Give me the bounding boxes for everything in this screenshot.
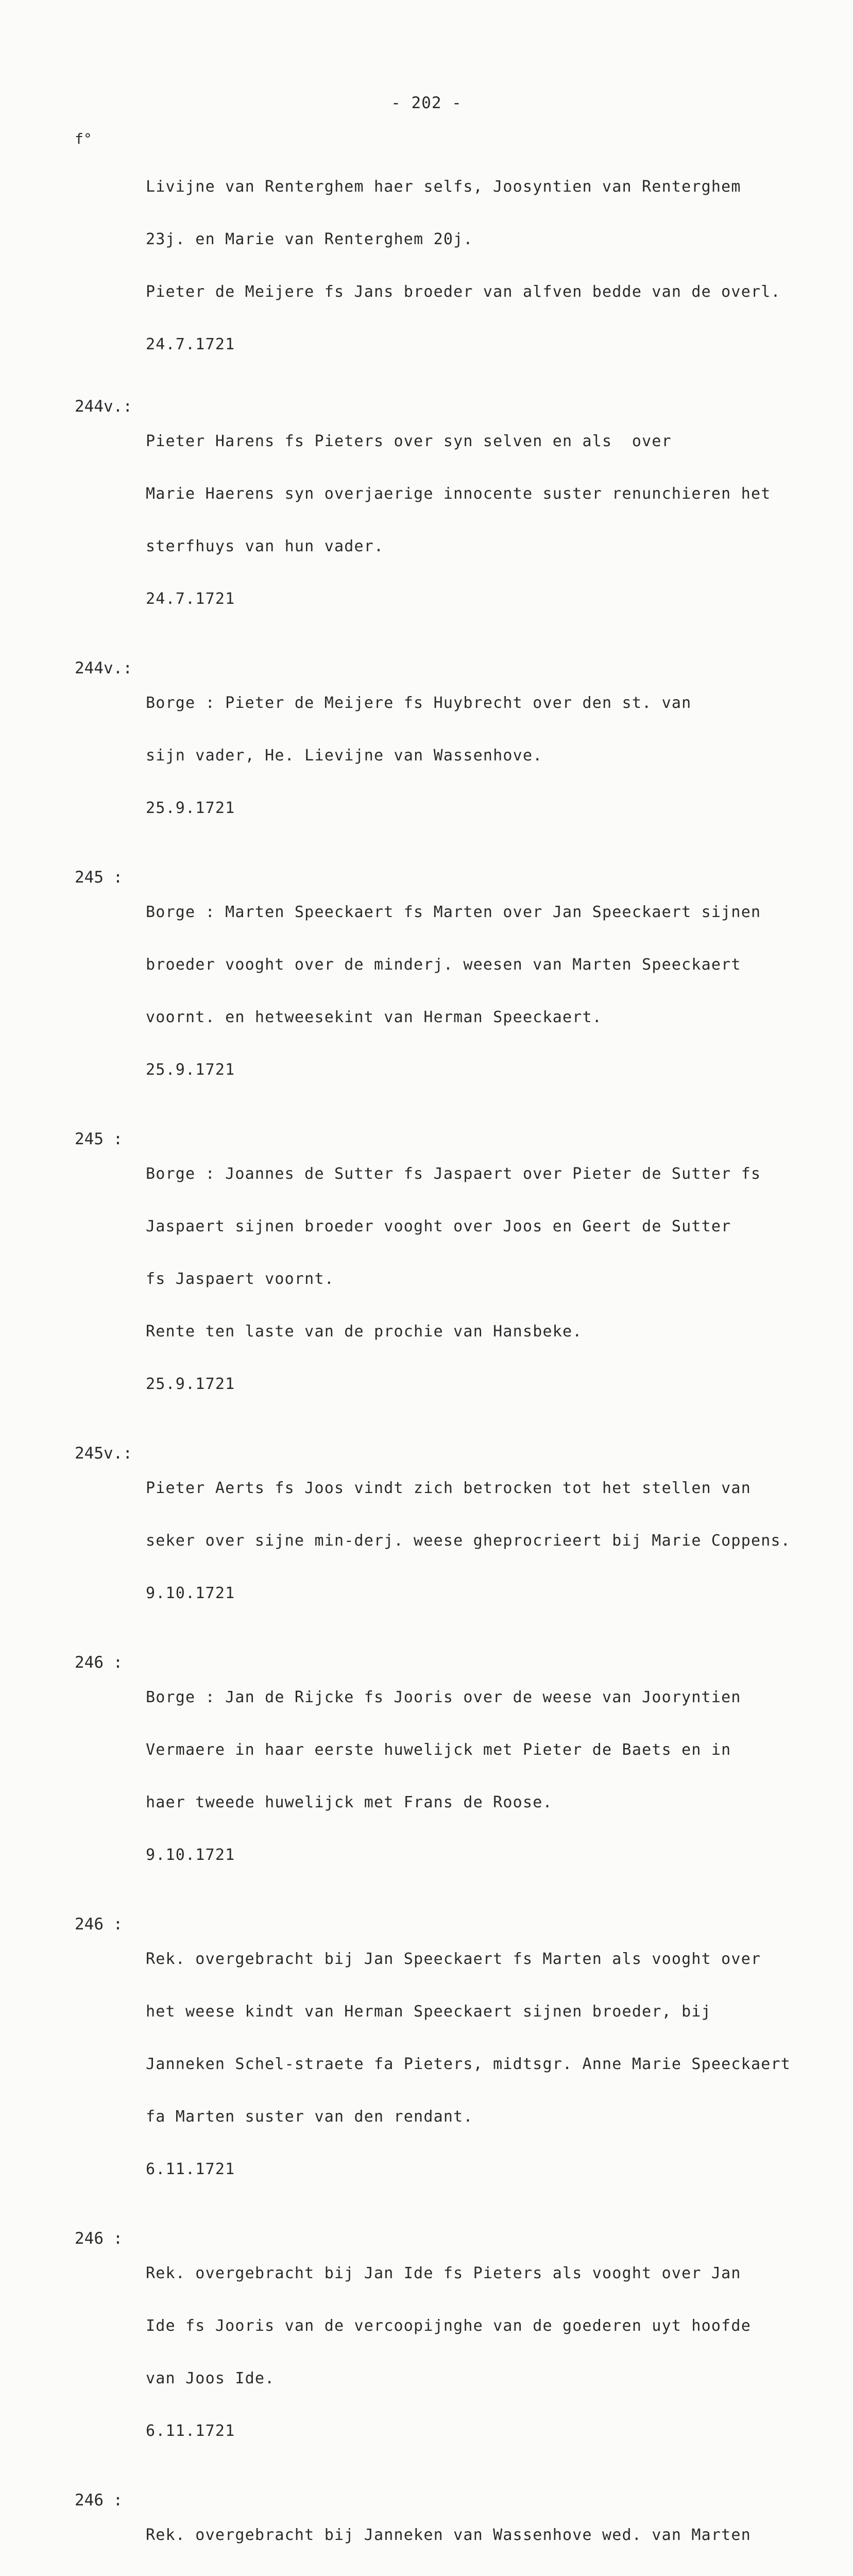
entry-line: broeder vooght over de minderj. weesen van Marten Speeckaert [146,956,741,974]
entry [75,1445,837,1637]
entry-line: 25.9.1721 [146,1061,235,1079]
entry-list [75,143,837,2576]
entry-line: Ide fs Jooris van de vercoopijnghe van de goederen uyt hoofde [146,2317,751,2335]
entry-line: 23j. en Marie van Renterghem 20j. [146,230,473,248]
entry-text [146,1916,837,2213]
entry-line: fa Marten suster van den rendant. [146,2108,473,2126]
entry-line: haer tweede huwelijck met Frans de Roose. [146,1793,553,1811]
entry [75,398,837,643]
entry-line: voornt. en hetweesekint van Herman Speeckaert. [146,1008,603,1026]
entry-line: 6.11.1721 [146,2160,235,2178]
entry-folio: 246 : [75,1915,123,1934]
entry-line: Borge : Joannes de Sutter fs Jaspaert over Pieter de Sutter fs [146,1165,761,1183]
entry-line: Borge : Marten Speeckaert fs Marten over Jan Speeckaert sijnen [146,903,761,921]
entry-line: van Joos Ide. [146,2369,275,2387]
folio-header: f° [75,130,92,147]
entry [75,2230,837,2475]
entry-line: 24.7.1721 [146,590,235,608]
page-number: - 202 - [391,94,462,112]
entry [75,659,837,852]
entry-line: Vermaere in haar eerste huwelijck met Pieter de Baets en in [146,1741,731,1759]
entry [75,869,837,1114]
entry-line: Pieter Aerts fs Joos vindt zich betrocken tot het stellen van [146,1479,751,1497]
entry-line: Jaspaert sijnen broeder vooght over Joos en Geert de Sutter [146,1217,731,1235]
entry-folio: 245 : [75,1130,123,1148]
entry-folio: 245v.: [75,1444,132,1463]
entry-folio: 245 : [75,868,123,887]
entry-line: fs Jaspaert voornt. [146,1270,334,1288]
entry-line: 9.10.1721 [146,1846,235,1864]
entry-text [146,2492,837,2576]
entry-line: Livijne van Renterghem haer selfs, Joosyntien van Renterghem [146,178,741,196]
entry-line: sterfhuys van hun vader. [146,537,384,555]
entry-text [146,659,837,852]
entry-line: Pieter Harens fs Pieters over syn selven en als over [146,432,672,450]
entry [75,1130,837,1428]
entry [75,1916,837,2213]
entry-folio: 244v.: [75,659,132,677]
entry-line: 6.11.1721 [146,2422,235,2440]
entry-line: 25.9.1721 [146,1375,235,1393]
entry-line: Pieter de Meijere fs Jans broeder van alfven bedde van de overl. [146,283,781,301]
entry-folio: 246 : [75,2229,123,2248]
entry [75,2492,837,2576]
entry-line: 24.7.1721 [146,335,235,353]
entry-text [146,869,837,1114]
entry-line: Janneken Schel-straete fa Pieters, midtsgr. Anne Marie Speeckaert [146,2055,791,2073]
entry-line: Rente ten laste van de prochie van Hansbeke. [146,1323,583,1341]
entry-line: seker over sijne min-derj. weese gheprocrieert bij Marie Coppens. [146,1532,791,1550]
entry-folio: 244v.: [75,397,132,416]
entry-text [146,1445,837,1637]
entry-folio: 246 : [75,2491,123,2510]
entry-line: Borge : Pieter de Meijere fs Huybrecht over den st. van [146,694,692,712]
entry-line: Rek. overgebracht bij Jan Speeckaert fs Marten als vooght over [146,1950,761,1968]
entry-text [146,143,837,388]
entry-line: sijn vader, He. Lievijne van Wassenhove. [146,747,543,765]
entry-line: Borge : Jan de Rijcke fs Jooris over de weese van Jooryntien [146,1688,741,1706]
entry-folio: 246 : [75,1653,123,1672]
entry-line: Rek. overgebracht bij Jan Ide fs Pieters als vooght over Jan [146,2264,741,2282]
entry-line: 25.9.1721 [146,799,235,817]
entry-text [146,1654,837,1899]
entry-text [146,1130,837,1428]
entry-line: Rek. overgebracht bij Janneken van Wassenhove wed. van Marten [146,2526,751,2544]
entry-text [146,398,837,643]
entry [75,1654,837,1899]
entry-line: Marie Haerens syn overjaerige innocente suster renunchieren het [146,485,771,503]
entry-line: 9.10.1721 [146,1584,235,1602]
entry [75,143,837,388]
entry-line: het weese kindt van Herman Speeckaert sijnen broeder, bij [146,2003,711,2021]
entry-text [146,2230,837,2475]
